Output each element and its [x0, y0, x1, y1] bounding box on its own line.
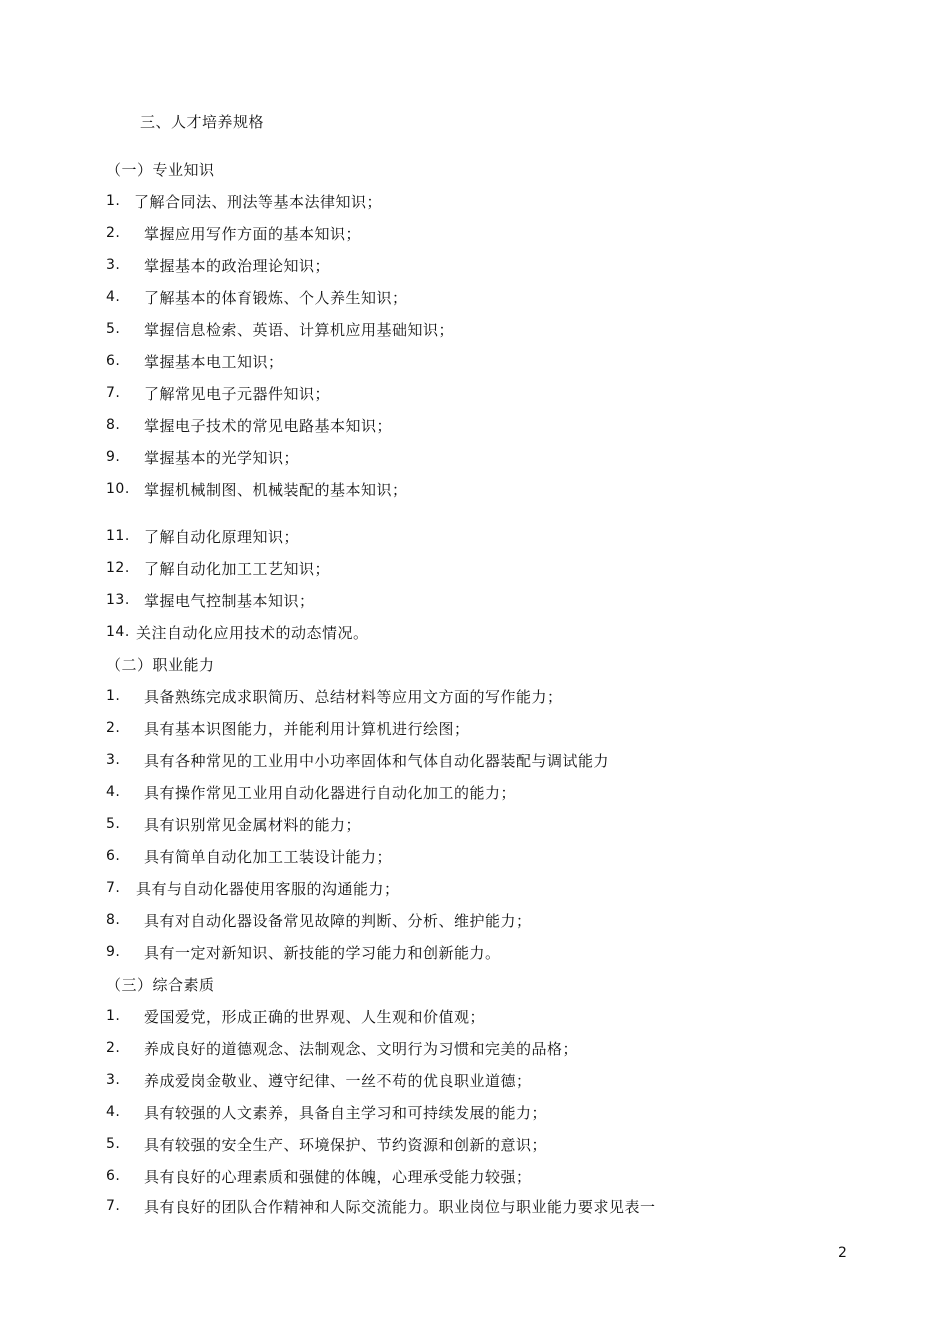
item-number: 13.: [106, 592, 130, 608]
item-number: 14.: [106, 624, 130, 640]
item-text: 了解自动化原理知识；: [144, 528, 300, 546]
item-number: 2.: [106, 225, 121, 241]
list-item: [106, 287, 408, 307]
item-number: 5.: [106, 816, 121, 832]
item-text: 掌握信息检索、英语、计算机应用基础知识；: [144, 321, 455, 339]
list-item: [106, 878, 400, 898]
item-text: 养成爱岗金敬业、遵守纪律、一丝不苟的优良职业道德；: [144, 1072, 532, 1090]
list-item: [106, 942, 501, 962]
list-item: [106, 718, 470, 738]
section-title-knowledge: （一）专业知识: [106, 161, 215, 179]
item-text: 具有对自动化器设备常见故障的判断、分析、维护能力；: [144, 912, 532, 930]
list-item: [106, 1102, 548, 1122]
item-text: 了解合同法、刑法等基本法律知识；: [134, 193, 383, 211]
list-item: [106, 1070, 532, 1090]
item-number: 11.: [106, 528, 130, 544]
item-text: 掌握应用写作方面的基本知识；: [144, 225, 362, 243]
item-text: 具有各种常见的工业用中小功率固体和气体自动化器装配与调试能力: [144, 752, 610, 770]
list-item: [106, 191, 383, 211]
item-text: 具有基本识图能力，并能利用计算机进行绘图；: [144, 720, 470, 738]
item-text: 掌握基本的光学知识；: [144, 449, 300, 467]
item-text: 具有识别常见金属材料的能力；: [144, 816, 362, 834]
list-item: [106, 814, 362, 834]
item-number: 7.: [106, 385, 121, 401]
item-text: 掌握机械制图、机械装配的基本知识；: [144, 481, 408, 499]
list-item: [106, 526, 300, 546]
page-heading: 三、人才培养规格: [140, 113, 265, 131]
item-number: 9.: [106, 449, 121, 465]
item-number: 8.: [106, 912, 121, 928]
page-number: 2: [838, 1245, 847, 1261]
item-number: 3.: [106, 752, 121, 768]
list-item: [106, 846, 393, 866]
list-item: [106, 558, 331, 578]
item-number: 6.: [106, 1168, 121, 1184]
item-text: 具有较强的人文素养，具备自主学习和可持续发展的能力；: [144, 1104, 548, 1122]
item-number: 8.: [106, 417, 121, 433]
item-text: 了解自动化加工工艺知识；: [144, 560, 331, 578]
section-title-ability: （二）职业能力: [106, 656, 215, 674]
item-number: 12.: [106, 560, 130, 576]
item-number: 5.: [106, 321, 121, 337]
list-item: [106, 319, 455, 339]
list-item: [106, 686, 563, 706]
item-text: 爱国爱党，形成正确的世界观、人生观和价值观；: [144, 1008, 486, 1026]
list-item: [106, 351, 284, 371]
item-number: 9.: [106, 944, 121, 960]
item-text: 掌握电子技术的常见电路基本知识；: [144, 417, 393, 435]
item-text: 具有简单自动化加工工装设计能力；: [144, 848, 393, 866]
list-item: [106, 447, 300, 467]
item-text: 了解基本的体育锻炼、个人养生知识；: [144, 289, 408, 307]
item-text: 关注自动化应用技术的动态情况。: [136, 624, 369, 642]
item-number: 5.: [106, 1136, 121, 1152]
list-item: [106, 479, 408, 499]
item-number: 2.: [106, 1040, 121, 1056]
list-item: [106, 1038, 579, 1058]
item-number: 1.: [106, 1008, 121, 1024]
item-number: 4.: [106, 289, 121, 305]
item-number: 4.: [106, 1104, 121, 1120]
list-item: [106, 1134, 548, 1154]
item-text: 具有与自动化器使用客服的沟通能力；: [136, 880, 400, 898]
item-text: 具有良好的心理素质和强健的体魄，心理承受能力较强；: [144, 1168, 532, 1186]
section-title-quality: （三）综合素质: [106, 976, 215, 994]
list-item: [106, 590, 315, 610]
item-number: 1.: [106, 688, 121, 704]
item-text: 具备熟练完成求职简历、总结材料等应用文方面的写作能力；: [144, 688, 563, 706]
list-item: [106, 910, 532, 930]
list-item: [106, 1166, 532, 1186]
item-number: 3.: [106, 257, 121, 273]
item-number: 7.: [106, 880, 121, 896]
item-number: 7.: [106, 1198, 121, 1214]
item-number: 4.: [106, 784, 121, 800]
item-number: 6.: [106, 353, 121, 369]
item-text: 掌握电气控制基本知识；: [144, 592, 315, 610]
item-text: 具有良好的团队合作精神和人际交流能力。职业岗位与职业能力要求见表一: [144, 1198, 656, 1216]
item-text: 具有操作常见工业用自动化器进行自动化加工的能力；: [144, 784, 517, 802]
item-text: 养成良好的道德观念、法制观念、文明行为习惯和完美的品格；: [144, 1040, 579, 1058]
item-text: 具有较强的安全生产、环境保护、节约资源和创新的意识；: [144, 1136, 548, 1154]
item-number: 3.: [106, 1072, 121, 1088]
item-text: 了解常见电子元器件知识；: [144, 385, 331, 403]
list-item: [106, 1006, 486, 1026]
item-text: 具有一定对新知识、新技能的学习能力和创新能力。: [144, 944, 501, 962]
item-number: 1.: [106, 193, 121, 209]
list-item: [106, 223, 362, 243]
list-item: [106, 415, 393, 435]
list-item: [106, 255, 331, 275]
list-item: [106, 1196, 656, 1216]
list-item: [106, 622, 369, 642]
item-number: 2.: [106, 720, 121, 736]
list-item: [106, 782, 517, 802]
item-number: 6.: [106, 848, 121, 864]
item-text: 掌握基本电工知识；: [144, 353, 284, 371]
list-item: [106, 383, 331, 403]
item-text: 掌握基本的政治理论知识；: [144, 257, 331, 275]
item-number: 10.: [106, 481, 130, 497]
list-item: [106, 750, 610, 770]
